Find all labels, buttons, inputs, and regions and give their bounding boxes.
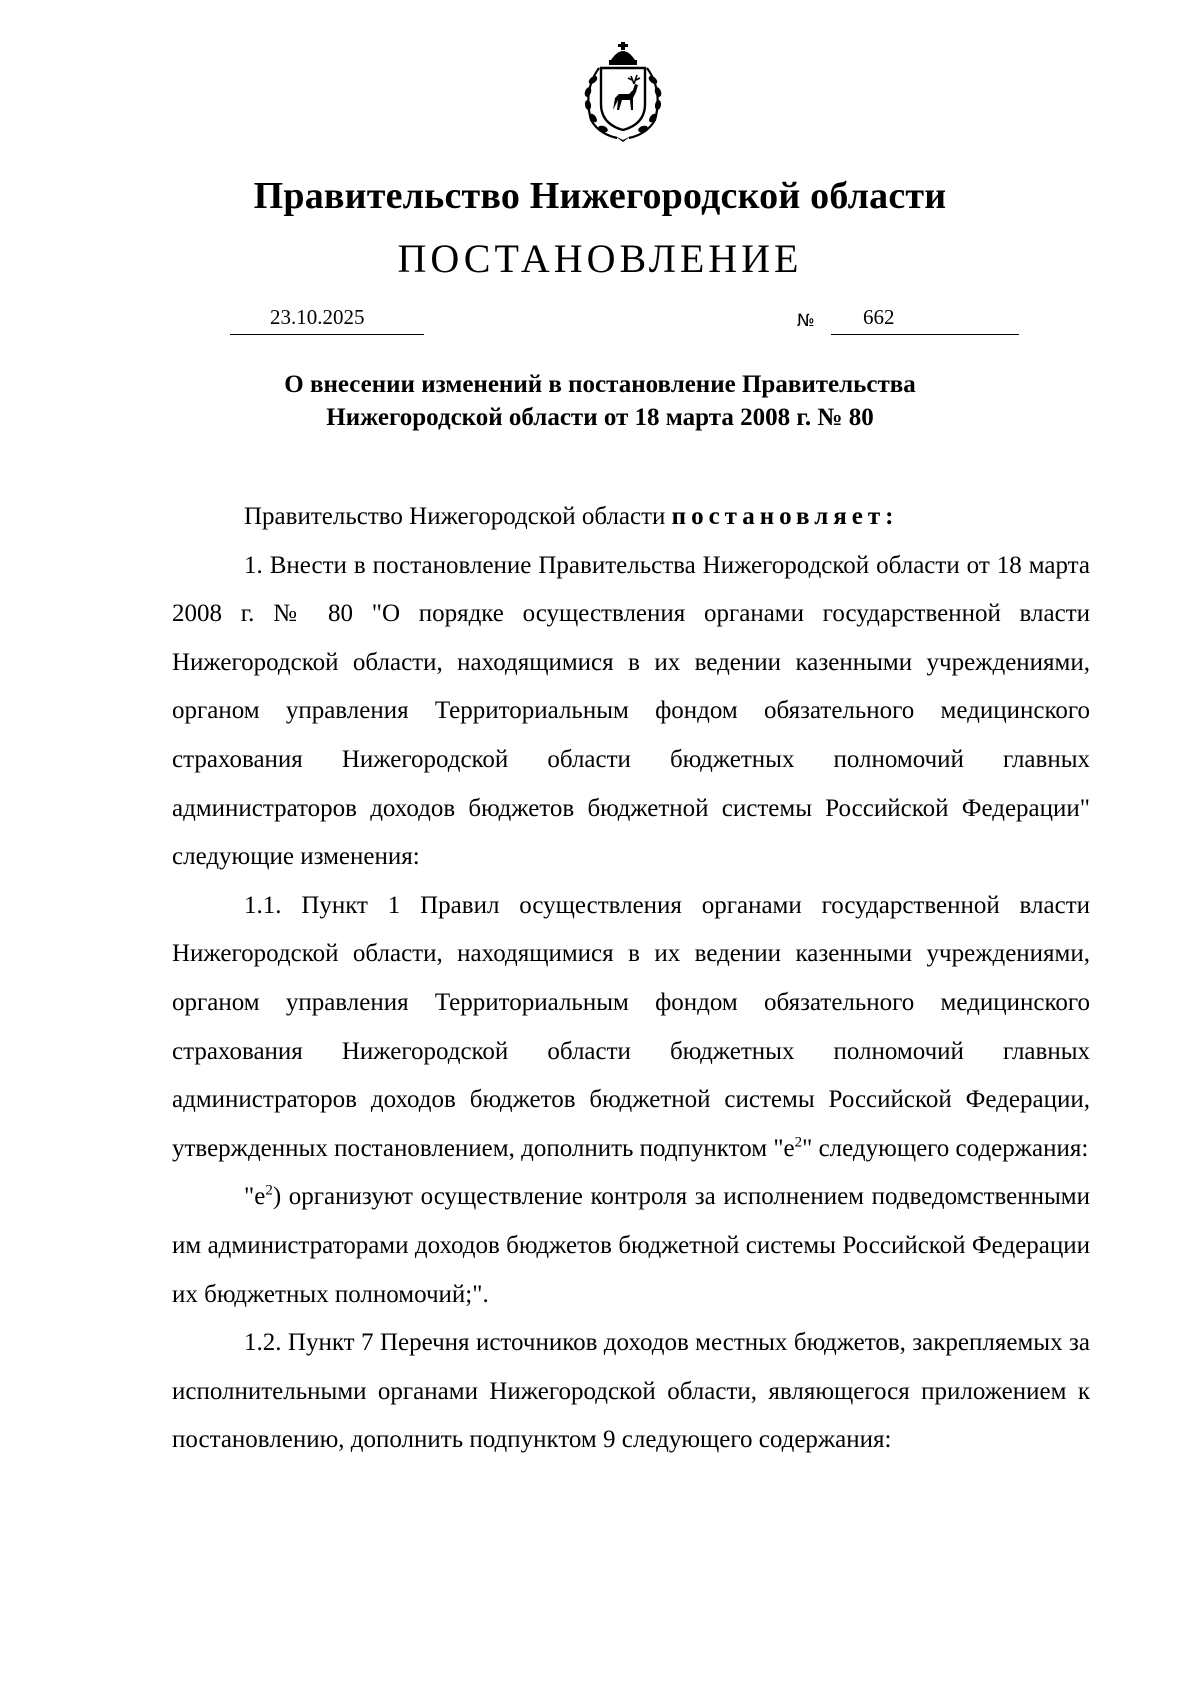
paragraph-1-1-text: 1.1. Пункт 1 Правил осуществления органами государственной власти Нижегородской области, находящимися в их ведении казенными учреждениями, органом управления Территориальным фондом обязательного медицинского страхования Нижегородской области бюджетных полномочий главных администраторов доходов бюджетов бюджетной системы Российской Федерации, утвержденных постановлением, дополнить подпунктом "е xyxy=(172,891,1090,1162)
document-type: ПОСТАНОВЛЕНИЕ xyxy=(397,236,803,281)
document-body xyxy=(172,493,1090,1465)
superscript: 2 xyxy=(265,1182,273,1199)
paragraph-1-1 xyxy=(172,882,1090,1174)
subject-line-2: Нижегородской области от 18 марта 2008 г. № 80 xyxy=(326,404,874,431)
organization-title: Правительство Нижегородской области xyxy=(253,175,947,217)
paragraph-1-1-tail: " следующего содержания: xyxy=(802,1134,1089,1162)
subpoint-e2 xyxy=(172,1173,1090,1319)
document-date: 23.10.2025 xyxy=(270,305,365,329)
document-subject xyxy=(0,368,1200,434)
superscript: 2 xyxy=(794,1134,803,1151)
intro-text: Правительство Нижегородской области xyxy=(244,503,672,530)
intro-paragraph xyxy=(172,493,1090,542)
paragraph-1-2: 1.2. Пункт 7 Перечня источников доходов местных бюджетов, закрепляемых за исполнительными органами Нижегородской области, являющегося приложением к постановлению, дополнить подпунктом 9 следующего содержания: xyxy=(172,1329,1090,1454)
subpoint-e2-label: "е xyxy=(244,1183,266,1211)
number-label: № xyxy=(797,311,815,331)
coat-of-arms-emblem xyxy=(577,40,669,144)
subpoint-e2-text: ) организуют осуществление контроля за исполнением подведомственными им администраторами доходов бюджетов бюджетной системы Российской Федерации их бюджетных полномочий;". xyxy=(172,1183,1090,1308)
number-field xyxy=(831,304,1019,335)
document-number: 662 xyxy=(863,305,895,329)
resolves-word: постановляет: xyxy=(671,503,899,530)
paragraph-1: 1. Внести в постановление Правительства Нижегородской области от 18 марта 2008 г. № 80 "О порядке осуществления органами государственной власти Нижегородской области, находящимися в их ведении казенными учреждениями, органом управления Территориальным фондом обязательного медицинского страхования Нижегородской области бюджетных полномочий главных администраторов доходов бюджетов бюджетной системы Российской Федерации" следующие изменения: xyxy=(172,551,1090,871)
date-field xyxy=(230,304,424,335)
subject-line-1: О внесении изменений в постановление Правительства xyxy=(284,371,916,398)
